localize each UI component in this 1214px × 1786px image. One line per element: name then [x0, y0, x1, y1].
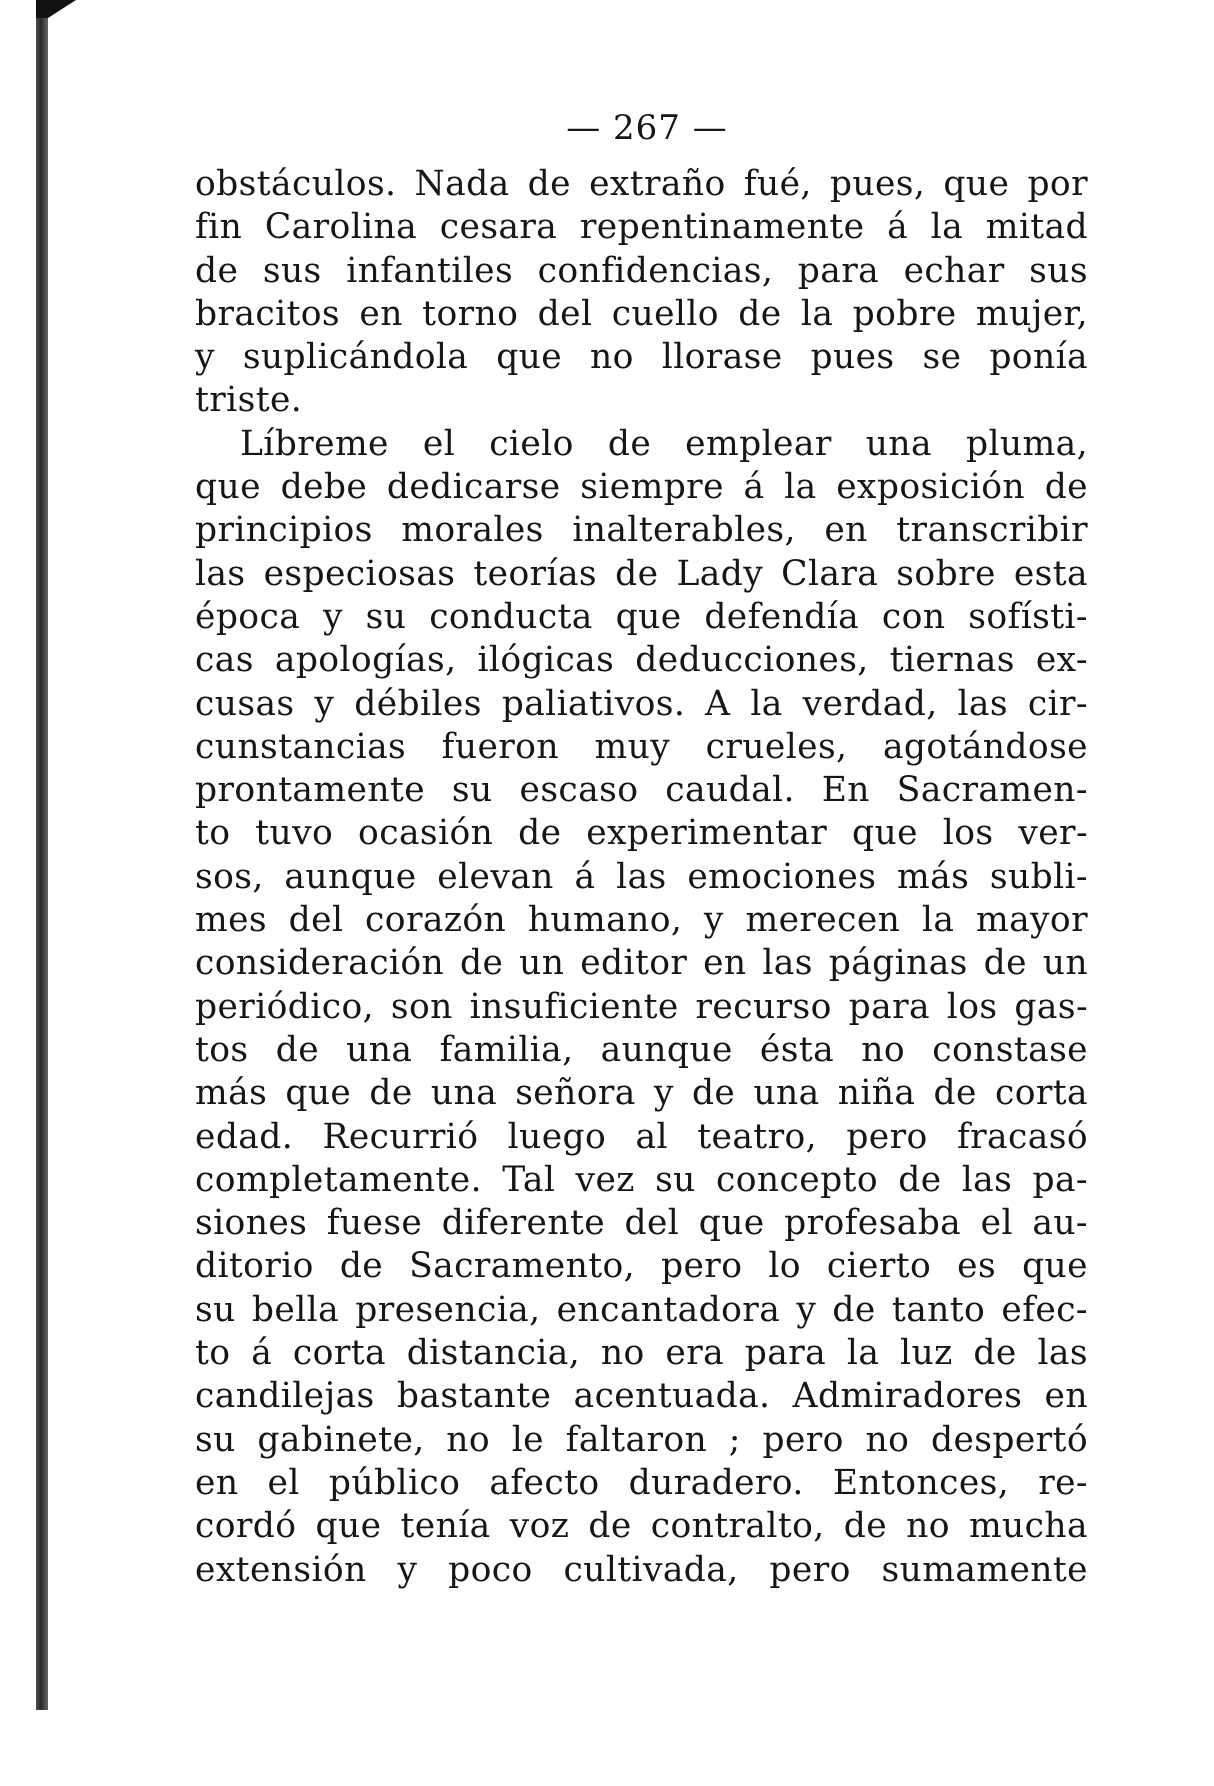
text-line: principios morales inalterables, en transcribir [195, 510, 1088, 551]
text-line: que debe dedicarse siempre á la exposición de [195, 467, 1088, 508]
text-line: ditorio de Sacramento, pero lo cierto es que [195, 1246, 1088, 1287]
text-line: las especiosas teorías de Lady Clara sobre esta [195, 553, 1088, 594]
text-line: sos, aunque elevan á las emociones más subli- [195, 856, 1088, 897]
text-line: de sus infantiles confidencias, para echar sus [195, 250, 1088, 291]
page-number: — 267 — [566, 108, 728, 148]
text-line: cunstancias fueron muy crueles, agotándose [195, 726, 1088, 767]
book-spine-shadow [36, 0, 48, 1710]
text-line: su gabinete, no le faltaron ; pero no despertó [195, 1419, 1088, 1460]
text-line: siones fuese diferente del que profesaba el au- [195, 1203, 1088, 1244]
text-line: más que de una señora y de una niña de corta [195, 1073, 1088, 1114]
text-line: to tuvo ocasión de experimentar que los ver- [195, 813, 1088, 854]
text-line: su bella presencia, encantadora y de tanto efec- [195, 1289, 1088, 1330]
text-line: candilejas bastante acentuada. Admiradores en [195, 1376, 1088, 1417]
text-line: mes del corazón humano, y merecen la mayor [195, 900, 1088, 941]
text-line: cusas y débiles paliativos. A la verdad, las cir- [195, 683, 1088, 724]
text-line: bracitos en torno del cuello de la pobre mujer, [195, 293, 1088, 334]
text-line: cordó que tenía voz de contralto, de no mucha [195, 1506, 1088, 1547]
text-line: Líbreme el cielo de emplear una pluma, [240, 423, 1088, 464]
text-line: completamente. Tal vez su concepto de las pa- [195, 1159, 1088, 1200]
text-line: obstáculos. Nada de extraño fué, pues, que por [195, 164, 1088, 204]
text-line: edad. Recurrió luego al teatro, pero fracasó [195, 1116, 1088, 1157]
text-line: cas apologías, ilógicas deducciones, tiernas ex- [195, 640, 1088, 681]
text-line: to á corta distancia, no era para la luz de las [195, 1333, 1088, 1374]
paragraph-1 [195, 163, 1088, 423]
body-text [195, 163, 1088, 1592]
text-line: tos de una familia, aunque ésta no constase [195, 1029, 1088, 1070]
text-line: periódico, son insuficiente recurso para los gas- [195, 986, 1088, 1027]
text-line: prontamente su escaso caudal. En Sacramen- [195, 770, 1088, 811]
text-line: en el público afecto duradero. Entonces, re- [195, 1462, 1088, 1503]
text-line: época y su conducta que defendía con sofísti- [195, 596, 1088, 637]
book-spine-corner [36, 0, 76, 18]
text-line: consideración de un editor en las páginas de un [195, 943, 1088, 984]
text-line: extensión y poco cultivada, pero sumamente [195, 1549, 1088, 1590]
text-line: fin Carolina cesara repentinamente á la mitad [195, 207, 1088, 248]
text-line: triste. [195, 380, 303, 421]
text-line: y suplicándola que no llorase pues se ponía [195, 337, 1088, 378]
paragraph-2 [195, 423, 1088, 1592]
